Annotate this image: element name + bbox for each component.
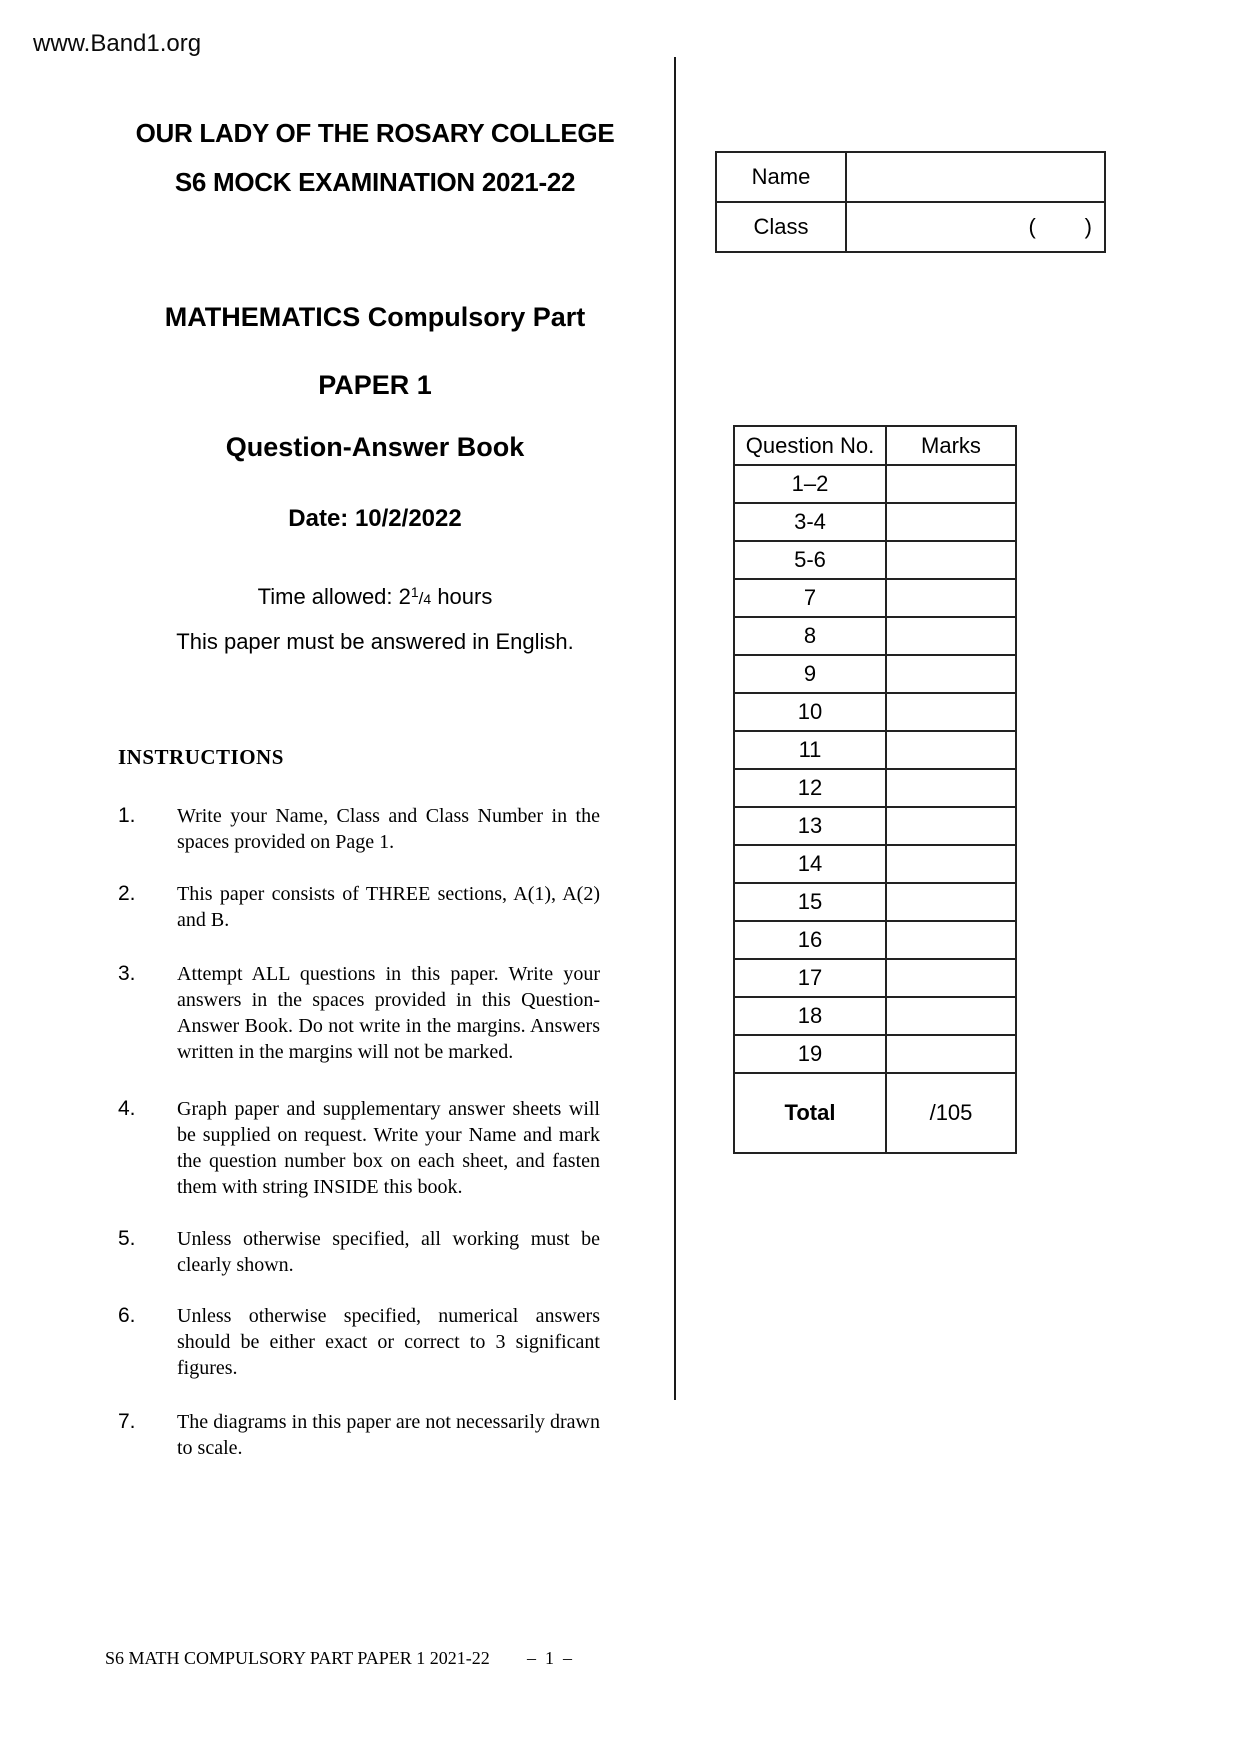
subject-title: MATHEMATICS Compulsory Part (164, 302, 586, 332)
marks-table-row (734, 465, 1016, 503)
question-no-cell: 17 (734, 959, 886, 997)
book-title: Question-Answer Book (225, 432, 525, 462)
instruction-number: 6. (118, 1304, 136, 1327)
marks-cell (886, 579, 1016, 617)
marks-table-row (734, 807, 1016, 845)
marks-cell (886, 503, 1016, 541)
marks-table-row (734, 1035, 1016, 1073)
marks-table-row (734, 503, 1016, 541)
question-no-cell: 1–2 (734, 465, 886, 503)
time-fraction-slash: / (418, 589, 424, 608)
instruction-text: The diagrams in this paper are not necessarily drawn to scale. (177, 1411, 600, 1459)
name-input-cell (846, 152, 1105, 202)
question-no-cell: 10 (734, 693, 886, 731)
instruction-item (118, 1303, 602, 1381)
question-no-cell: 16 (734, 921, 886, 959)
marks-table-row (734, 655, 1016, 693)
marks-cell (886, 807, 1016, 845)
question-no-cell: 8 (734, 617, 886, 655)
instruction-item (118, 1409, 602, 1461)
marks-cell (886, 465, 1016, 503)
marks-cell (886, 617, 1016, 655)
instruction-number: 5. (118, 1227, 136, 1250)
question-no-cell: 9 (734, 655, 886, 693)
watermark-url: www.Band1.org (33, 30, 202, 57)
marks-header-cell: Marks (886, 426, 1016, 465)
question-no-header-cell: Question No. (734, 426, 886, 465)
footer-title: S6 MATH COMPULSORY PART PAPER 1 2021-22 (105, 1648, 490, 1668)
question-no-cell: 5-6 (734, 541, 886, 579)
name-row (716, 152, 1105, 202)
marks-table-row (734, 845, 1016, 883)
instruction-number: 7. (118, 1410, 136, 1433)
marks-table (733, 425, 1017, 1154)
question-no-cell: 3-4 (734, 503, 886, 541)
instruction-item (118, 803, 602, 855)
instruction-number: 3. (118, 962, 136, 985)
class-label-cell: Class (716, 202, 846, 252)
marks-table-row (734, 997, 1016, 1035)
marks-cell (886, 1035, 1016, 1073)
class-input-cell: ( ) (846, 202, 1105, 252)
marks-cell (886, 693, 1016, 731)
marks-table-total-row (734, 1073, 1016, 1153)
instruction-text: This paper consists of THREE sections, A(1), A(2) and B. (177, 883, 600, 931)
exam-date: Date: 10/2/2022 (288, 505, 462, 532)
instruction-text: Write your Name, Class and Class Number in the spaces provided on Page 1. (177, 805, 600, 853)
marks-cell (886, 921, 1016, 959)
instruction-number: 1. (118, 804, 136, 827)
paper-title: PAPER 1 (318, 370, 432, 400)
marks-cell (886, 731, 1016, 769)
name-class-table (715, 151, 1106, 253)
time-allowed-suffix: hours (431, 584, 493, 609)
marks-table-row (734, 959, 1016, 997)
exam-title: S6 MOCK EXAMINATION 2021-22 (174, 167, 576, 197)
time-fraction-denominator: 4 (423, 591, 432, 607)
total-label-cell: Total (734, 1073, 886, 1153)
marks-table-row (734, 693, 1016, 731)
instruction-text: Attempt ALL questions in this paper. Write your answers in the spaces provided in this Question-Answer Book. Do not write in the margins. Answers written in the margins will not be marked. (177, 963, 600, 1063)
instruction-item (118, 1226, 602, 1278)
instruction-item (118, 1096, 602, 1200)
instruction-number: 2. (118, 882, 136, 905)
question-no-cell: 19 (734, 1035, 886, 1073)
marks-cell (886, 541, 1016, 579)
instruction-text: Unless otherwise specified, all working must be clearly shown. (177, 1228, 600, 1276)
question-no-cell: 14 (734, 845, 886, 883)
marks-cell (886, 959, 1016, 997)
instructions-title: INSTRUCTIONS (118, 745, 284, 769)
instruction-item (118, 961, 602, 1065)
marks-table-row (734, 883, 1016, 921)
marks-table-row (734, 579, 1016, 617)
marks-table-row (734, 541, 1016, 579)
question-no-cell: 18 (734, 997, 886, 1035)
class-row (716, 202, 1105, 252)
question-no-cell: 11 (734, 731, 886, 769)
marks-cell (886, 655, 1016, 693)
time-fraction-numerator: 1 (410, 584, 419, 600)
total-marks-cell: /105 (886, 1073, 1016, 1153)
question-no-cell: 15 (734, 883, 886, 921)
marks-table-row (734, 617, 1016, 655)
question-no-cell: 12 (734, 769, 886, 807)
marks-table-header-row (734, 426, 1016, 465)
marks-cell (886, 997, 1016, 1035)
school-name: OUR LADY OF THE ROSARY COLLEGE (135, 118, 615, 148)
time-allowed (60, 584, 690, 610)
language-note: This paper must be answered in English. (176, 629, 574, 654)
instruction-item (118, 881, 602, 933)
question-no-cell: 7 (734, 579, 886, 617)
marks-table-row (734, 731, 1016, 769)
instruction-text: Graph paper and supplementary answer sheets will be supplied on request. Write your Name and mark the question number box on each sheet, and fasten them with string INSIDE this book. (177, 1098, 600, 1198)
marks-cell (886, 769, 1016, 807)
question-no-cell: 13 (734, 807, 886, 845)
marks-cell (886, 845, 1016, 883)
marks-table-row (734, 921, 1016, 959)
page-number: – 1 – (527, 1648, 572, 1668)
instruction-number: 4. (118, 1097, 136, 1120)
margin-rule (674, 57, 676, 1400)
marks-cell (886, 883, 1016, 921)
name-label-cell: Name (716, 152, 846, 202)
time-allowed-text: Time allowed: 2 (257, 584, 411, 609)
marks-table-row (734, 769, 1016, 807)
instruction-text: Unless otherwise specified, numerical answers should be either exact or correct to 3 significant figures. (177, 1305, 600, 1379)
